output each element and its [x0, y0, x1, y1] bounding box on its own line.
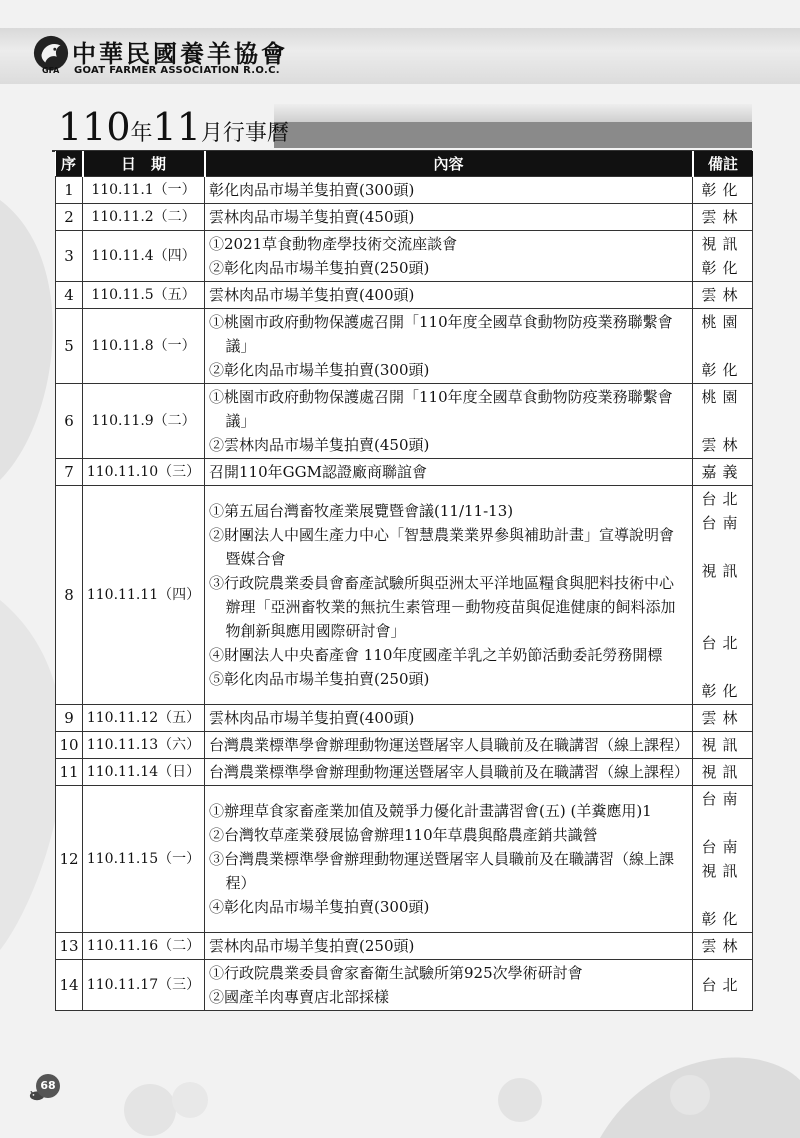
row-number: 7 — [56, 459, 83, 486]
row-number: 13 — [56, 933, 83, 960]
title-bar — [274, 122, 752, 148]
row-date: 110.11.17（三） — [83, 960, 205, 1011]
row-note — [693, 231, 753, 282]
note-line: 雲林 — [701, 208, 744, 226]
row-content — [205, 960, 693, 1011]
content-item: 台灣農業標準學會辦理動物運送暨屠宰人員職前及在職講習（線上課程） — [209, 763, 690, 781]
note-line: 雲林 — [701, 286, 744, 304]
table-row — [56, 960, 753, 1011]
row-date: 110.11.14（日） — [83, 759, 205, 786]
content-item: ④財團法人中央畜產會 110年度國產羊乳之羊奶節活動委託勞務開標 — [209, 646, 663, 664]
row-content — [205, 486, 693, 705]
content-item: ①辦理草食家畜產業加值及競爭力優化計畫講習會(五) (羊糞應用)1 — [209, 802, 652, 820]
note-line — [693, 655, 752, 679]
row-number: 4 — [56, 282, 83, 309]
note-line: 桃園 — [701, 313, 744, 331]
content-item: 雲林肉品市場羊隻拍賣(400頭) — [209, 709, 415, 727]
note-line: 彰化 — [701, 181, 744, 199]
content-item: 彰化肉品市場羊隻拍賣(300頭) — [209, 181, 415, 199]
row-note — [693, 705, 753, 732]
content-item: ②彰化肉品市場羊隻拍賣(250頭) — [209, 259, 430, 277]
note-line: 雲林 — [701, 709, 744, 727]
note-line — [693, 535, 752, 559]
note-line: 彰化 — [701, 361, 744, 379]
row-number: 10 — [56, 732, 83, 759]
note-line — [693, 883, 752, 907]
note-line: 台北 — [701, 976, 744, 994]
table-row — [56, 933, 753, 960]
title-year: 110 — [58, 105, 131, 149]
association-english-name: GOAT FARMER ASSOCIATION R.O.C. — [74, 65, 280, 76]
note-line: 視訊 — [701, 763, 744, 781]
content-item: 召開110年GGM認證廠商聯誼會 — [209, 463, 427, 481]
content-item: ④彰化肉品市場羊隻拍賣(300頭) — [209, 898, 430, 916]
row-number: 12 — [56, 786, 83, 933]
table-row — [56, 204, 753, 231]
note-line — [693, 409, 752, 433]
title-month: 11 — [152, 105, 201, 149]
note-line: 彰化 — [701, 682, 744, 700]
row-date: 110.11.2（二） — [83, 204, 205, 231]
row-note — [693, 204, 753, 231]
note-line: 視訊 — [701, 736, 744, 754]
row-number: 1 — [56, 177, 83, 204]
row-content — [205, 759, 693, 786]
row-date: 110.11.13（六） — [83, 732, 205, 759]
content-item: ①2021草食動物產學技術交流座談會 — [209, 235, 458, 253]
note-line: 彰化 — [701, 910, 744, 928]
row-note — [693, 960, 753, 1011]
content-item: 台灣農業標準學會辦理動物運送暨屠宰人員職前及在職講習（線上課程） — [209, 736, 690, 754]
note-line: 雲林 — [701, 436, 744, 454]
row-date: 110.11.11（四） — [83, 486, 205, 705]
row-date: 110.11.1（一） — [83, 177, 205, 204]
row-number: 3 — [56, 231, 83, 282]
row-note — [693, 786, 753, 933]
table-row — [56, 231, 753, 282]
content-item: ①桃園市政府動物保護處召開「110年度全國草食動物防疫業務聯繫會議」 — [209, 388, 673, 430]
row-number: 9 — [56, 705, 83, 732]
table-row — [56, 384, 753, 459]
content-item: ②台灣牧草產業發展協會辦理110年草農與酪農產銷共識營 — [209, 826, 598, 844]
content-item: ②財團法人中國生產力中心「智慧農業業界參與補助計畫」宣導說明會暨媒合會 — [209, 526, 675, 568]
note-line: 雲林 — [701, 937, 744, 955]
note-line: 台南 — [701, 838, 744, 856]
note-line: 視訊 — [701, 235, 744, 253]
page-number: 68 — [36, 1074, 60, 1098]
title-suffix: 月行事曆 — [200, 121, 289, 146]
row-content — [205, 204, 693, 231]
page-title — [52, 104, 752, 150]
row-number: 8 — [56, 486, 83, 705]
row-number: 11 — [56, 759, 83, 786]
row-note — [693, 486, 753, 705]
note-line: 台南 — [701, 790, 744, 808]
row-date: 110.11.5（五） — [83, 282, 205, 309]
table-row — [56, 459, 753, 486]
association-name: 中華民國養羊協會 — [72, 39, 288, 68]
note-line: 視訊 — [701, 562, 744, 580]
row-content — [205, 282, 693, 309]
table-row — [56, 705, 753, 732]
content-item: ②國產羊肉專賣店北部採樣 — [209, 988, 390, 1006]
row-note — [693, 933, 753, 960]
note-line — [693, 607, 752, 631]
note-line: 台北 — [701, 490, 744, 508]
content-item: ①桃園市政府動物保護處召開「110年度全國草食動物防疫業務聯繫會議」 — [209, 313, 673, 355]
note-line: 彰化 — [701, 259, 744, 277]
row-date: 110.11.12（五） — [83, 705, 205, 732]
table-row — [56, 732, 753, 759]
row-number: 2 — [56, 204, 83, 231]
note-line: 視訊 — [701, 862, 744, 880]
row-note — [693, 282, 753, 309]
note-line — [693, 334, 752, 358]
row-number: 6 — [56, 384, 83, 459]
row-note — [693, 759, 753, 786]
content-item: 雲林肉品市場羊隻拍賣(450頭) — [209, 208, 415, 226]
content-item: ③台灣農業標準學會辦理動物運送暨屠宰人員職前及在職講習（線上課程） — [209, 850, 675, 892]
table-row — [56, 759, 753, 786]
row-content — [205, 384, 693, 459]
note-line: 台北 — [701, 634, 744, 652]
row-number: 5 — [56, 309, 83, 384]
row-date: 110.11.15（一） — [83, 786, 205, 933]
table-header-row — [56, 151, 753, 177]
row-content — [205, 786, 693, 933]
row-content — [205, 459, 693, 486]
row-content — [205, 705, 693, 732]
content-item: ①行政院農業委員會家畜衛生試驗所第925次學術研討會 — [209, 964, 583, 982]
table-row — [56, 177, 753, 204]
content-item: ⑤彰化肉品市場羊隻拍賣(250頭) — [209, 670, 430, 688]
row-content — [205, 309, 693, 384]
row-note — [693, 384, 753, 459]
table-row — [56, 786, 753, 933]
note-line: 桃園 — [701, 388, 744, 406]
note-line: 台南 — [701, 514, 744, 532]
association-abbr: GFA — [42, 66, 60, 75]
row-date: 110.11.10（三） — [83, 459, 205, 486]
row-number: 14 — [56, 960, 83, 1011]
table-row — [56, 282, 753, 309]
table-row — [56, 309, 753, 384]
header-date: 日 期 — [83, 151, 205, 177]
row-content — [205, 933, 693, 960]
note-line: 嘉義 — [701, 463, 744, 481]
row-date: 110.11.16（二） — [83, 933, 205, 960]
content-item: 雲林肉品市場羊隻拍賣(400頭) — [209, 286, 415, 304]
content-item: ②雲林肉品市場羊隻拍賣(450頭) — [209, 436, 430, 454]
row-note — [693, 732, 753, 759]
header-content: 內容 — [205, 151, 693, 177]
row-content — [205, 177, 693, 204]
row-content — [205, 732, 693, 759]
row-date: 110.11.8（一） — [83, 309, 205, 384]
row-note — [693, 177, 753, 204]
content-item: 雲林肉品市場羊隻拍賣(250頭) — [209, 937, 415, 955]
row-date: 110.11.9（二） — [83, 384, 205, 459]
schedule-table — [55, 151, 753, 1011]
title-year-unit: 年 — [130, 121, 153, 146]
header-num: 序 — [56, 151, 83, 177]
row-content — [205, 231, 693, 282]
title-bar-highlight — [274, 104, 752, 122]
content-item: ③行政院農業委員會畜產試驗所與亞洲太平洋地區糧食與肥料技術中心辦理「亞洲畜牧業的無抗生素管理－動物疫苗與促進健康的飼料添加物創新與應用國際研討會」 — [209, 574, 676, 640]
row-note — [693, 459, 753, 486]
table-row — [56, 486, 753, 705]
row-note — [693, 309, 753, 384]
row-date: 110.11.4（四） — [83, 231, 205, 282]
content-item: ①第五屆台灣畜牧產業展覽暨會議(11/11-13) — [209, 502, 514, 520]
note-line — [693, 583, 752, 607]
note-line — [693, 811, 752, 835]
header-note: 備註 — [693, 151, 753, 177]
content-item: ②彰化肉品市場羊隻拍賣(300頭) — [209, 361, 430, 379]
table-body — [56, 177, 753, 1011]
